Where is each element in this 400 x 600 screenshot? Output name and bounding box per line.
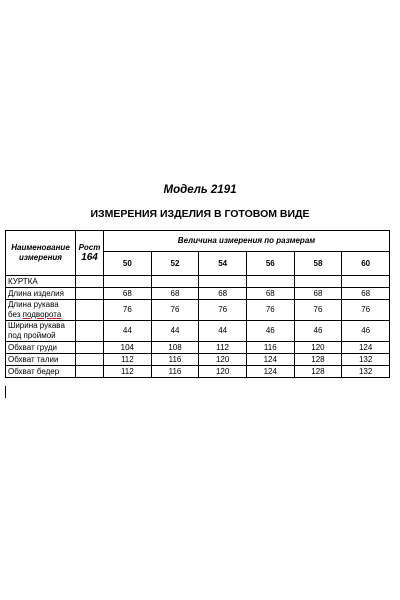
value-cell: 68 — [246, 288, 294, 300]
table-row — [6, 321, 390, 342]
table-row — [6, 354, 390, 366]
table-row — [6, 300, 390, 321]
value-cell: 76 — [104, 300, 152, 321]
row-label: Обхват бедер — [6, 366, 76, 378]
value-cell: 120 — [199, 366, 247, 378]
value-cell: 120 — [199, 354, 247, 366]
table-row — [6, 288, 390, 300]
value-cell: 76 — [246, 300, 294, 321]
growth-header — [76, 231, 104, 276]
row-label: Длина изделия — [6, 288, 76, 300]
value-cell: 76 — [294, 300, 342, 321]
value-cell: 68 — [294, 288, 342, 300]
value-cell: 132 — [342, 354, 390, 366]
value-cell: 44 — [151, 321, 199, 342]
value-cell: 68 — [342, 288, 390, 300]
value-cell: 116 — [246, 342, 294, 354]
row-label: Обхват груди — [6, 342, 76, 354]
value-cell: 124 — [246, 366, 294, 378]
value-cell: 44 — [199, 321, 247, 342]
value-cell: 104 — [104, 342, 152, 354]
size-cell: 58 — [294, 252, 342, 276]
value-cell: 116 — [151, 366, 199, 378]
left-margin-rule — [5, 386, 6, 398]
value-cell: 76 — [342, 300, 390, 321]
size-cell: 50 — [104, 252, 152, 276]
name-column-header: Наименование измерения — [6, 231, 76, 276]
value-cell: 76 — [151, 300, 199, 321]
value-cell: 124 — [246, 354, 294, 366]
value-cell: 112 — [199, 342, 247, 354]
value-cell: 116 — [151, 354, 199, 366]
value-cell: 112 — [104, 366, 152, 378]
size-cell: 56 — [246, 252, 294, 276]
value-cell: 68 — [199, 288, 247, 300]
value-cell: 46 — [294, 321, 342, 342]
value-cell: 128 — [294, 354, 342, 366]
row-label: Ширина рукава под проймой — [6, 321, 76, 342]
growth-label: Рост — [78, 243, 101, 252]
size-cell: 60 — [342, 252, 390, 276]
value-cell: 128 — [294, 366, 342, 378]
value-cell: 46 — [342, 321, 390, 342]
model-title: Модель 2191 — [163, 184, 237, 196]
value-cell: 108 — [151, 342, 199, 354]
table-header-row — [6, 231, 390, 252]
value-cell: 68 — [104, 288, 152, 300]
section-label: КУРТКА — [6, 276, 76, 288]
value-cell: 132 — [342, 366, 390, 378]
table-row — [6, 366, 390, 378]
size-cell: 54 — [199, 252, 247, 276]
value-cell: 120 — [294, 342, 342, 354]
value-cell: 124 — [342, 342, 390, 354]
section-row — [6, 276, 390, 288]
value-cell: 76 — [199, 300, 247, 321]
value-cell: 44 — [104, 321, 152, 342]
document-title: ИЗМЕРЕНИЯ ИЗДЕЛИЯ В ГОТОВОМ ВИДЕ — [90, 208, 310, 220]
measurements-table — [5, 230, 390, 378]
value-cell: 112 — [104, 354, 152, 366]
value-cell: 68 — [151, 288, 199, 300]
row-label: Длина рукава без подворота — [6, 300, 76, 321]
size-cell: 52 — [151, 252, 199, 276]
row-label: Обхват талии — [6, 354, 76, 366]
value-cell: 46 — [246, 321, 294, 342]
growth-value: 164 — [81, 252, 98, 263]
sizes-header: Величина измерения по размерам — [104, 231, 390, 252]
table-row — [6, 342, 390, 354]
